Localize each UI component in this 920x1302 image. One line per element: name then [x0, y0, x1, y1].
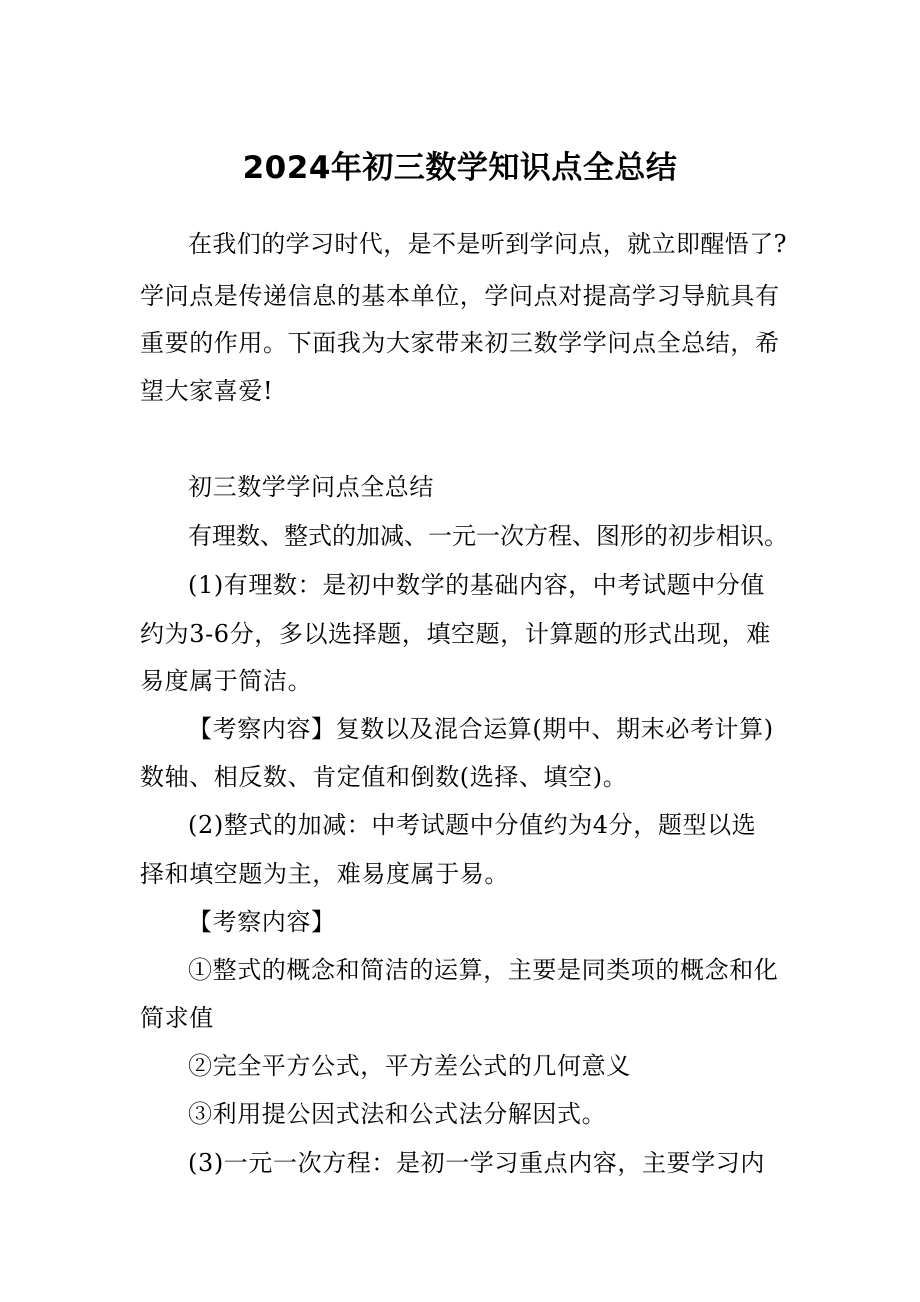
intro-line-4: 望大家喜爱!	[140, 377, 274, 405]
body-line-8: 择和填空题为主，难易度属于易。	[140, 860, 509, 888]
intro-line-2: 学问点是传递信息的基本单位，学问点对提高学习导航具有	[140, 282, 780, 310]
body-line-11: 简求值	[140, 1004, 214, 1032]
body-line-1: 有理数、整式的加减、一元一次方程、图形的初步相识。	[188, 522, 788, 550]
body-line-9: 【考察内容】	[188, 908, 336, 936]
body-line-12: ②完全平方公式，平方差公式的几何意义	[188, 1052, 631, 1080]
body-line-3: 约为3-6分，多以选择题，填空题，计算题的形式出现，难	[140, 620, 771, 648]
section-heading: 初三数学学问点全总结	[188, 473, 434, 501]
body-line-4: 易度属于简洁。	[140, 667, 313, 695]
body-line-10: ①整式的概念和简洁的运算，主要是同类项的概念和化	[188, 956, 779, 984]
body-line-14: (3)一元一次方程：是初一学习重点内容，主要学习内	[188, 1149, 765, 1177]
intro-line-1: 在我们的学习时代，是不是听到学问点，就立即醒悟了?	[188, 230, 787, 258]
document-title: 2024年初三数学知识点全总结	[242, 150, 678, 186]
body-line-2: (1)有理数：是初中数学的基础内容，中考试题中分值	[188, 571, 765, 599]
body-line-5: 【考察内容】复数以及混合运算(期中、期末必考计算)	[188, 715, 774, 743]
body-line-7: (2)整式的加减：中考试题中分值约为4分，题型以选	[188, 811, 757, 839]
intro-line-3: 重要的作用。下面我为大家带来初三数学学问点全总结，希	[140, 329, 780, 357]
body-line-13: ③利用提公因式法和公式法分解因式。	[188, 1100, 607, 1128]
body-line-6: 数轴、相反数、肯定值和倒数(选择、填空)。	[140, 763, 628, 791]
